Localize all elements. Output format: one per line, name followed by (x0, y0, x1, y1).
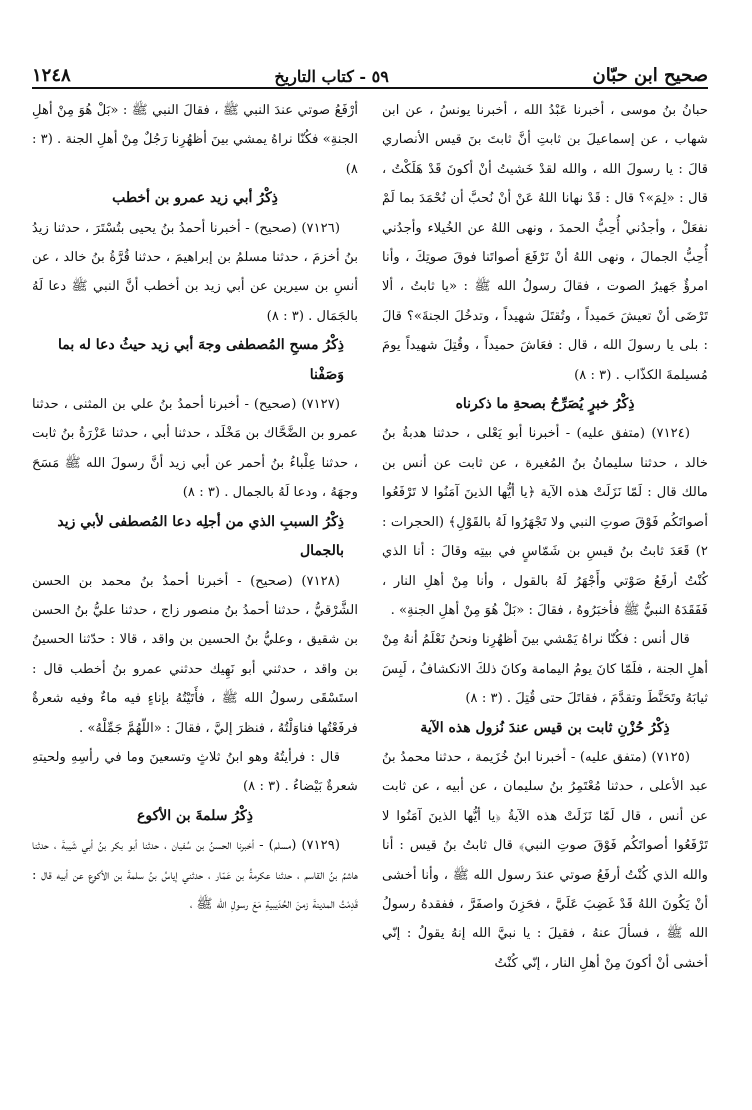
paragraph: (٧١٢٦) (صحيح) - أخبرنا أحمدُ بنُ يحيى بتُسْتَرَ ، حدثنا زيدُ بنُ أخزمَ ، حدثنا مسلمُ بن إبراهيمَ ، حدثنا قُرَّةُ بنُ خالد ، عن أنسِ بن سيرين عن أبي زيد بن أخطب أنَّ النبي ﷺ دعا لَهُ بالجَمَال . (٣ : ٨) (32, 220, 358, 324)
header-rule (32, 87, 708, 89)
left-column (32, 96, 358, 1094)
paragraph: (٧١٢٧) (صحيح) - أخبرنا أحمدُ بنُ علي بن المثنى ، حدثنا عمرو بن الضَّحَّاك بن مَخْلَد ، حدثنا أبي ، حدثنا عَزْرَةُ بنُ ثابت ، حدثنا عِلْباءُ بنُ أحمر عن أبي زيد أنَّ رسولَ الله ﷺ مَسَحَ وجهَهُ ، ودعا لَهُ بالجمال . (٣ : ٨) (32, 397, 358, 501)
section-heading: ذِكْرُ حُزْنِ ثابت بن قيس عندَ نُزول هذه الآية (420, 719, 670, 736)
paragraph: (٧١٢٤) (متفق عليه) - أخبرنا أبو يَعْلى ، حدثنا هدبةُ بنُ خالد ، حدثنا سليمانُ بنُ المُغيرة ، عن ثابت عن أنس بن مالك قال : لَمّا نَزَلَتْ هذه الآية ﴿يا أيُّها الذينَ آمَنُوا لا تَرْفَعُوا أصواتَكُم فَوْقَ صوتِ النبي ولا تَجْهَرُوا لَهُ بالقَوْلِ﴾ (الحجرات : ٢) قَعَدَ ثابتُ بنُ قيسِ بن شَمّاسٍ في بيتِه وقالَ : أنا الذي كُنْتُ أرفَعُ صَوْتي وأَجْهَرُ لَهُ بالقول ، وأنا مِنْ أهلِ النار ، فَفَقَدَهُ النبيُّ ﷺ فأخبَرُوهُ ، فقالَ : «بَلْ هُوَ مِنْ أهلِ الجنةِ» . (382, 426, 708, 618)
paragraph: حبانُ بنُ موسى ، أخبرنا عَبْدُ الله ، أخبرنا يونسُ ، عن ابن شهاب ، عن إسماعيلَ بن ثابتِ أنَّ ثابتَ بنَ قيس الأنصاري قالَ : يا رسولَ الله ، والله لقدْ خَشيتُ أنْ أكونَ قَدْ هَلَكْتُ ، قال : «لِمَ»؟ قال : قَدْ نهانا اللهُ عَنْ أنْ نُحبَّ أن نُحْمَدَ بما لَمْ نفعَلْ ، وأجدُني أُحِبُّ الحمدَ ، ونهى اللهُ عن الخُيلاء وأجدُني أُحِبُّ الجمالَ ، ونهى اللهُ أنْ نَرْفَعَ أصواتَنا فوقَ صوتِكَ ، وأنا امرؤٌ جَهيرُ الصوت ، فقالَ رسولُ الله ﷺ : «يا ثابتُ ، ألا تَرْضَى أنْ تعيشَ حَميداً ، وتُقتَلَ شهيداً ، وتدخُلَ الجنةَ»؟ قالَ : بلى يا رسولَ الله ، قال : فعَاشَ حميداً ، وقُتِلَ شهيداً يومَ مُسيلمةَ الكذّاب . (٣ : ٨) (382, 103, 708, 383)
page-number: ١٢٤٨ (32, 65, 71, 86)
section-heading: ذِكْرُ سلمةَ بن الأكوع (137, 807, 253, 824)
chapter-title: ٥٩ - كتاب التاريخ (274, 67, 389, 86)
section-heading: ذِكْرُ مسحِ المُصطفى وجهَ أبي زيد حيثُ دعا له بما وَصَفْنا (57, 337, 344, 383)
book-title: صحيح ابن حبّان (592, 65, 708, 86)
paragraph: قال أنس : فكُنّا نراهُ يَمْشي بينَ أظهُرِنا ونحنُ نَعْلَمُ أنهُ مِنْ أهلِ الجنة ، فلَمّا كانَ يومُ اليمامة وكانَ ذلكَ الانكشافُ ، لَبِسَ ثيابَهُ وتَحَنَّطَ وتقدَّمَ ، فقاتَلَ حتى قُتِلَ . (٣ : ٨) (382, 632, 708, 707)
text-columns (32, 96, 708, 1094)
paragraph: أرْفَعُ صوتي عندَ النبي ﷺ ، فقالَ النبي ﷺ : «بَلْ هُوَ مِنْ أهلِ الجنةِ» فكُنّا نراهُ يمشي بينَ أظهُرِنا رَجُلٌ مِنْ أهلِ الجنة . (٣ : ٨) (32, 103, 358, 177)
running-header (32, 52, 708, 86)
paragraph: (٧١٢٨) (صحيح) - أخبرنا أحمدُ بنُ محمد بن الحسن الشَّرْقيُّ ، حدثنا أحمدُ بنُ منصور زاج ، حدثنا عليُّ بنُ الحسن بن شقيق ، وعليُّ بنُ الحسين بن واقد ، قالا : حدّثنا الحسينُ بن واقد ، حدثني أبو نَهِيك حدثني عمرو بنُ أخطب قال : استَسْقَى رسولُ الله ﷺ ، فأَتَيْتُهُ بإناءٍ فيه ماءٌ وفيه شعرةٌ فرفَعْتُها فناوَلْتُهُ ، فنظرَ إليَّ ، فقالَ : «اللّهُمَّ جَمِّلْهُ» . (32, 573, 358, 736)
section-heading: ذِكْرُ خبرٍ يُصَرِّحُ بصحةِ ما ذكرناه (455, 396, 635, 413)
paragraph: (٧١٢٥) (متفق عليه) - أخبرنا ابنُ خُزَيمة ، حدثنا محمدُ بنُ عبد الأعلى ، حدثنا مُعْتَمِرُ بنُ سليمان ، عن أبيه ، عن ثابت عن أنس ، قال لَمّا نَزَلَتْ هذه الآيةُ ﴿يا أيُّها الذينَ آمَنُوا لا تَرْفَعُوا أصواتَكُم فَوْقَ صوتِ النبي﴾ قال ثابتُ بنُ قيس : أنا والله الذي كُنْتُ أرفَعُ صوتي عندَ رسول الله ﷺ ، وأنا أخشى أنْ يَكُونَ اللهُ قَدْ غَضِبَ عَلَيَّ ، فحَزِنَ واصفَرَّ ، ففقدهُ رسولُ الله ﷺ ، فسألَ عنهُ ، فقيلَ : يا نبيَّ الله إنهُ يقولُ : إنّي أخشى أنْ أكونَ مِنْ أهلِ النار ، إنّي كُنْتُ (382, 749, 708, 971)
paragraph: (٧١٢٩) (مسلم) - أخبرنا الحسنُ بن سُفيان ، حدثنا أبو بكر بنُ أبي شَيبةَ ، حدثنا هاشمُ بنُ القاسم ، حدثنا عكرمةُ بن عَمّار ، حدثني إياسُ بنُ سلمةَ بن الأكوع عن أبيه قال : قَدِمْتُ المدينةَ زمنَ الحُدَيبيةِ مَعَ رسولِ الله ﷺ ، (32, 838, 358, 912)
section-heading: ذِكْرُ أبي زيد عمرو بن أخطب (112, 190, 278, 207)
section-heading: ذِكْرُ السببِ الذي من أجلِه دعا المُصطفى لأبي زيد بالجمال (57, 513, 344, 560)
right-column (382, 96, 708, 1094)
paragraph: قال : فرأيتُهُ وهو ابنُ ثلاثٍ وتسعينَ وما في رأسِهِ ولحيتهِ شعرةٌ بَيْضاءُ . (٣ : ٨) (32, 749, 358, 795)
